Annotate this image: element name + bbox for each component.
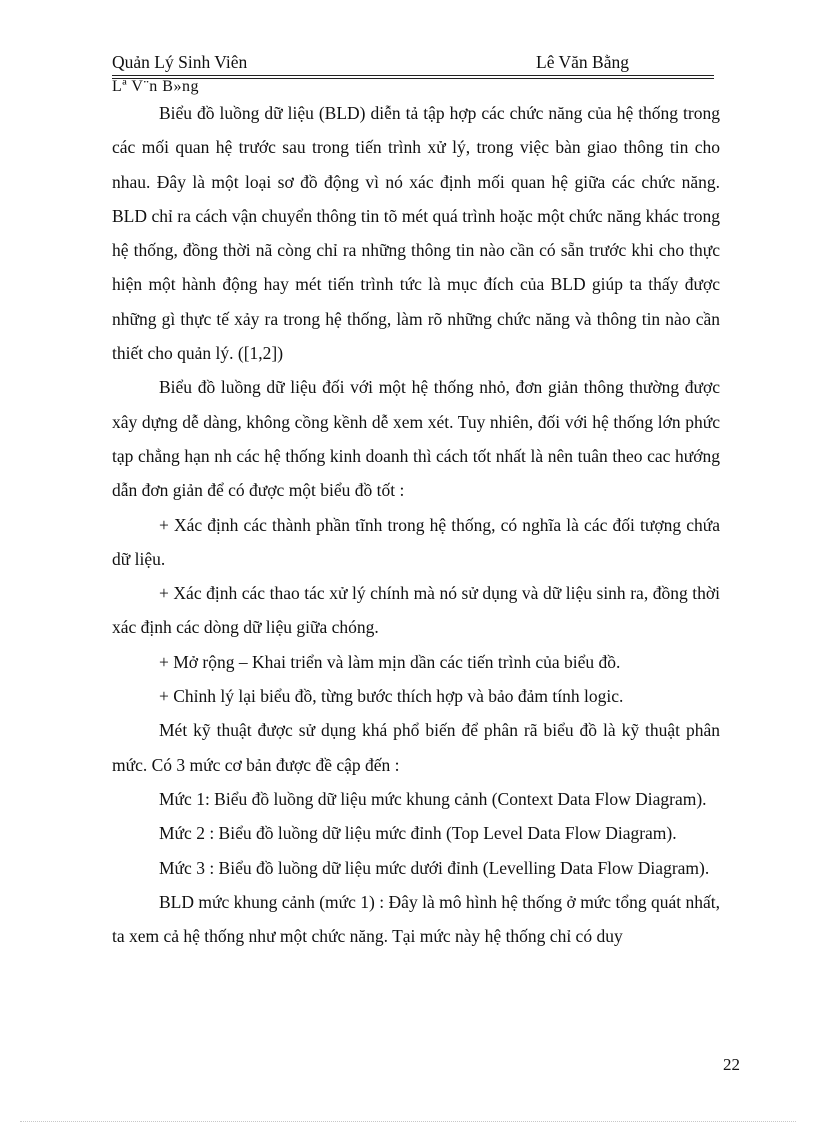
paragraph-levels-intro: Mét kỹ thuật được sử dụng khá phổ biến để phân rã biểu đồ là kỹ thuật phân mức. Có 3 mức cơ bản được đề cập đến : xyxy=(112,720,720,775)
document-body xyxy=(112,96,720,953)
paragraph-level-2: Mức 2 : Biểu đồ luồng dữ liệu mức đỉnh (Top Level Data Flow Diagram). xyxy=(159,823,677,844)
footer-dotted-line xyxy=(20,1121,796,1122)
paragraph-step-expand: + Mở rộng – Khai triển và làm mịn dần các tiến trình của biểu đồ. xyxy=(159,651,621,672)
page-header xyxy=(112,52,712,74)
header-rule-top xyxy=(112,75,714,76)
header-rule-bottom xyxy=(112,78,714,79)
paragraph-bld-definition: Biểu đồ luồng dữ liệu (BLD) diễn tả tập hợp các chức năng của hệ thống trong các mối quan hệ trước sau trong tiến trình xử lý, trong việc bàn giao thông tin cho nhau. Đây là một loại sơ đồ động vì nó xác định mối quan hệ giữa các chức năng. BLD chỉ ra cách vận chuyển thông tin tõ mét quá trình hoặc một chức năng khác trong hệ thống, đồng thời nã còng chỉ ra những thông tin nào cần có sẵn trước khi cho thực hiện một hành động hay mét tiến trình tức là mục đích của BLD giúp ta thấy được những gì thực tế xảy ra trong hệ thống, làm rõ những chức năng và thông tin nào cần thiết cho quản lý. ([1,2]) xyxy=(112,103,720,364)
paragraph-level-3: Mức 3 : Biểu đồ luồng dữ liệu mức dưới đỉnh (Levelling Data Flow Diagram). xyxy=(159,857,710,878)
page-number: 22 xyxy=(723,1055,740,1074)
header-author: Lê Văn Bằng xyxy=(536,52,629,72)
paragraph-step-static: + Xác định các thành phần tĩnh trong hệ thống, có nghĩa là các đối tượng chứa dữ liệu. xyxy=(112,514,720,569)
paragraph-level-1: Mức 1: Biểu đồ luồng dữ liệu mức khung cảnh (Context Data Flow Diagram). xyxy=(159,788,707,809)
paragraph-bld-small-systems: Biểu đồ luồng dữ liệu đối với một hệ thống nhỏ, đơn giản thông thường được xây dựng dễ dàng, không cồng kềnh dễ xem xét. Tuy nhiên, đối với hệ thống lớn phức tạp chẳng hạn nh các hệ thống kinh doanh thì cách tốt nhất là nên tuân theo cac hướng dẫn đơn giản để có được một biểu đồ tốt : xyxy=(112,377,720,501)
paragraph-step-refine: + Chỉnh lý lại biểu đồ, từng bước thích hợp và bảo đảm tính logic. xyxy=(159,686,624,707)
header-title: Quản Lý Sinh Viên xyxy=(112,52,248,72)
paragraph-step-processing: + Xác định các thao tác xử lý chính mà nó sử dụng và dữ liệu sinh ra, đồng thời xác định các dòng dữ liệu giữa chóng. xyxy=(112,583,720,638)
paragraph-context-level: BLD mức khung cảnh (mức 1) : Đây là mô hình hệ thống ở mức tổng quát nhất, ta xem cả hệ thống như một chức năng. Tại mức này hệ thống chỉ có duy xyxy=(112,891,720,947)
running-garbled-text: Lª V¨n B»ng xyxy=(112,78,199,95)
